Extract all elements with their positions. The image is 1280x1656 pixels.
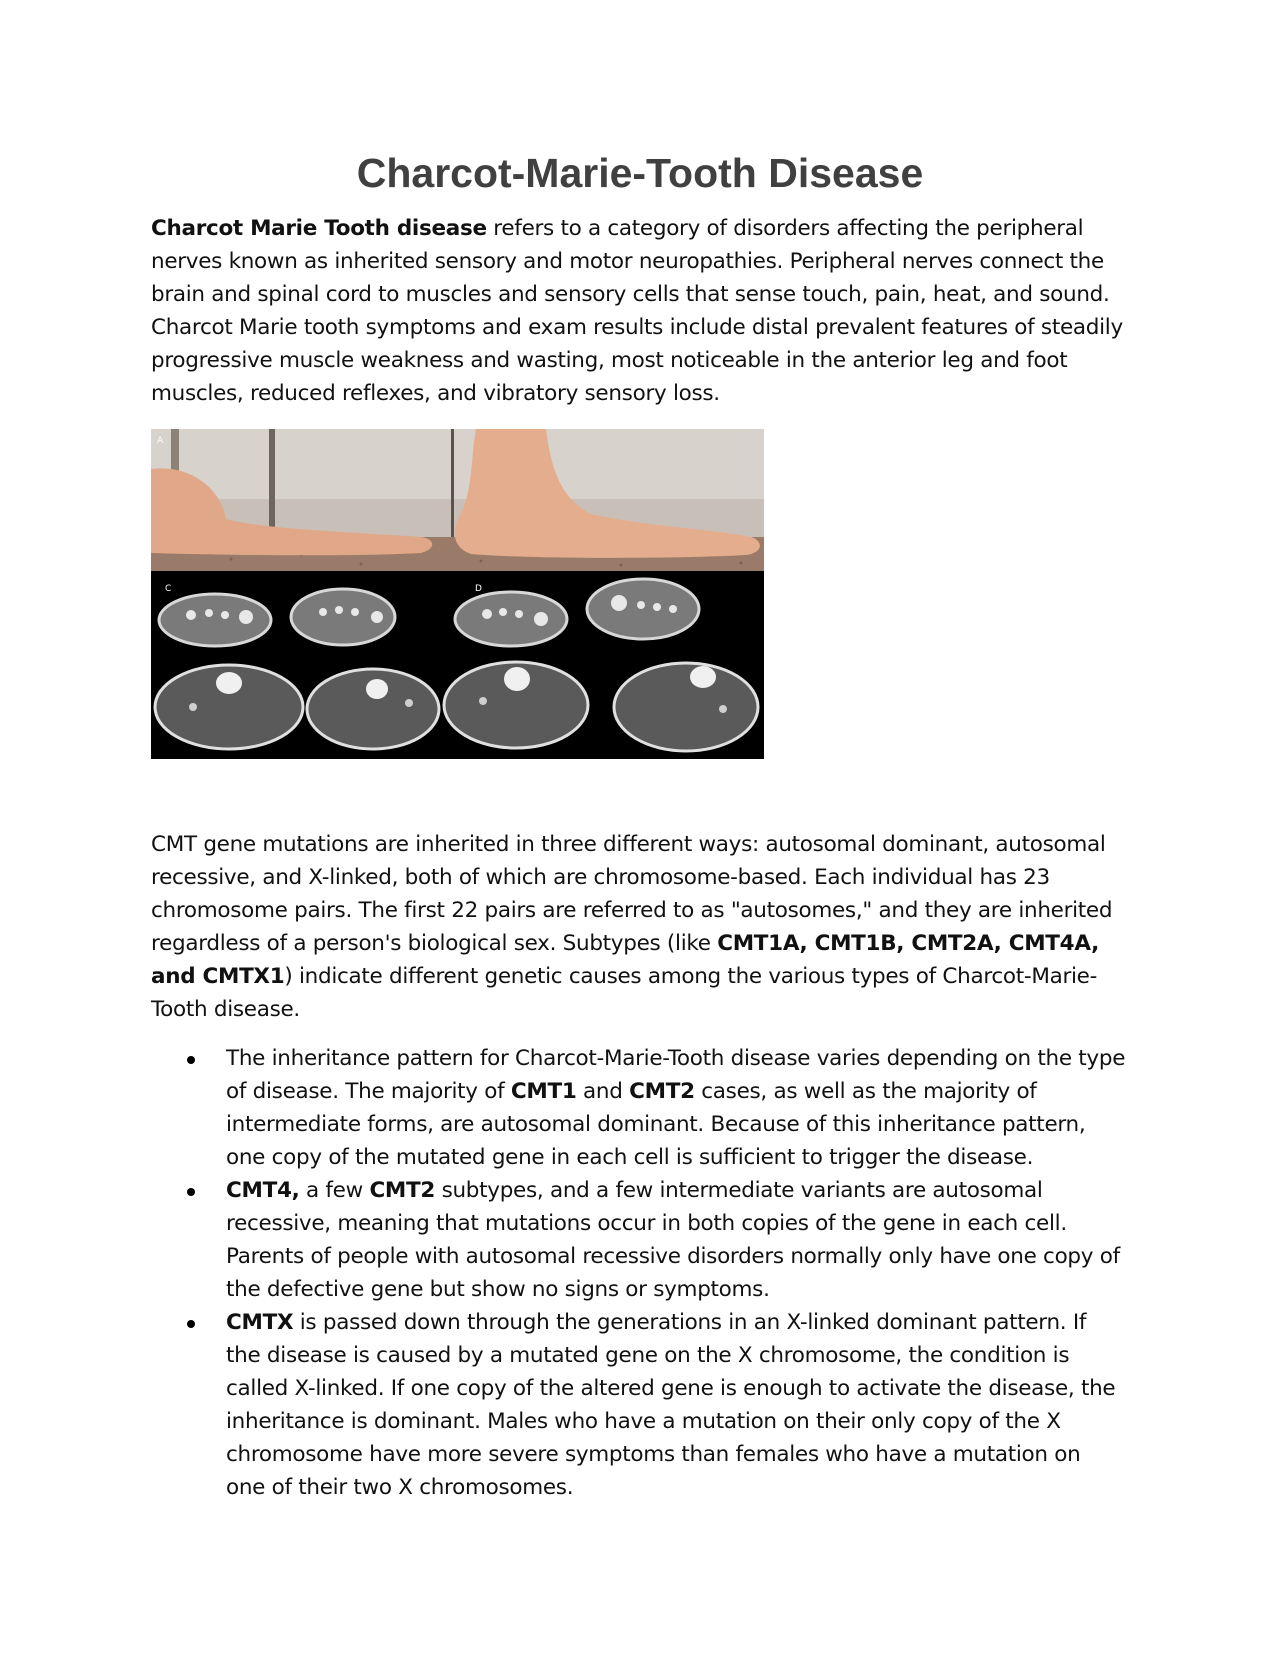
mri-panel <box>151 571 764 759</box>
genetics-text-before: CMT gene mutations are inherited in three different ways: autosomal dominant, autosomal recessive, and X-linked, both of which are chromosome-based. Each individual has 23 chromosome pairs. The first 22 pairs are referred to as "autosomes," and they are inherited regardless of a person's biological sex. Subtypes (like <box>151 832 1113 956</box>
inheritance-list <box>151 1042 1126 1504</box>
bullet-icon <box>187 1188 195 1196</box>
page-title: Charcot-Marie-Tooth Disease <box>356 150 924 196</box>
panel-label-c: C <box>165 584 172 594</box>
mri-leg-slice <box>614 663 758 751</box>
intro-lead-bold: Charcot Marie Tooth disease <box>151 216 487 241</box>
mri-foot-slice <box>159 594 271 646</box>
intro-paragraph <box>151 212 1126 410</box>
genetics-text-after: ) indicate different genetic causes among the various types of Charcot-Marie-Tooth disease. <box>151 964 1098 1022</box>
list-item-bold: CMT2 <box>369 1178 436 1203</box>
cmt-figure <box>151 429 764 759</box>
mri-foot-slice <box>587 579 699 639</box>
list-item-bold: CMT1 <box>510 1079 577 1104</box>
genetics-subtypes: CMT1A, CMT1B, CMT2A, CMT4A, and CMTX1 <box>151 931 1099 989</box>
genetics-paragraph <box>151 828 1126 1026</box>
list-item-text: The inheritance pattern for Charcot-Marie-Tooth disease varies depending on the type of disease. The majority of <box>226 1046 1126 1104</box>
list-item <box>151 1174 1126 1306</box>
list-item-text: subtypes, and a few intermediate variants are autosomal recessive, meaning that mutations occur in both copies of the gene in each cell. Parents of people with autosomal recessive disorders normally only have one copy of the defective gene but show no signs or symptoms. <box>226 1178 1120 1302</box>
list-item-bold: CMT4, <box>226 1178 300 1203</box>
list-item-text: cases, as well as the majority of intermediate forms, are autosomal dominant. Because of this inheritance pattern, one copy of the mutated gene in each cell is sufficient to trigger the disease. <box>226 1079 1086 1170</box>
mri-foot-slice <box>455 592 567 646</box>
feet-photo <box>151 429 764 571</box>
list-item-bold: CMTX <box>226 1310 294 1335</box>
list-item <box>151 1306 1126 1504</box>
list-item-text: and <box>576 1079 630 1104</box>
intro-text: refers to a category of disorders affecting the peripheral nerves known as inherited sensory and motor neuropathies. Peripheral nerves connect the brain and spinal cord to muscles and sensory cells that sense touch, pain, heat, and sound. Charcot Marie tooth symptoms and exam results include distal prevalent features of steadily progressive muscle weakness and wasting, most noticeable in the anterior leg and foot muscles, reduced reflexes, and vibratory sensory loss. <box>151 216 1123 406</box>
panel-label-d: D <box>475 584 482 594</box>
bullet-icon <box>187 1320 195 1328</box>
panel-label-a: A <box>157 436 164 446</box>
list-item-text: a few <box>299 1178 370 1203</box>
bullet-icon <box>187 1056 195 1064</box>
list-item-text: is passed down through the generations in an X-linked dominant pattern. If the disease is caused by a mutated gene on the X chromosome, the condition is called X-linked. If one copy of the altered gene is enough to activate the disease, the inheritance is dominant. Males who have a mutation on their only copy of the X chromosome have more severe symptoms than females who have a mutation on one of their two X chromosomes. <box>226 1310 1116 1500</box>
list-item <box>151 1042 1126 1174</box>
list-item-bold: CMT2 <box>629 1079 695 1104</box>
